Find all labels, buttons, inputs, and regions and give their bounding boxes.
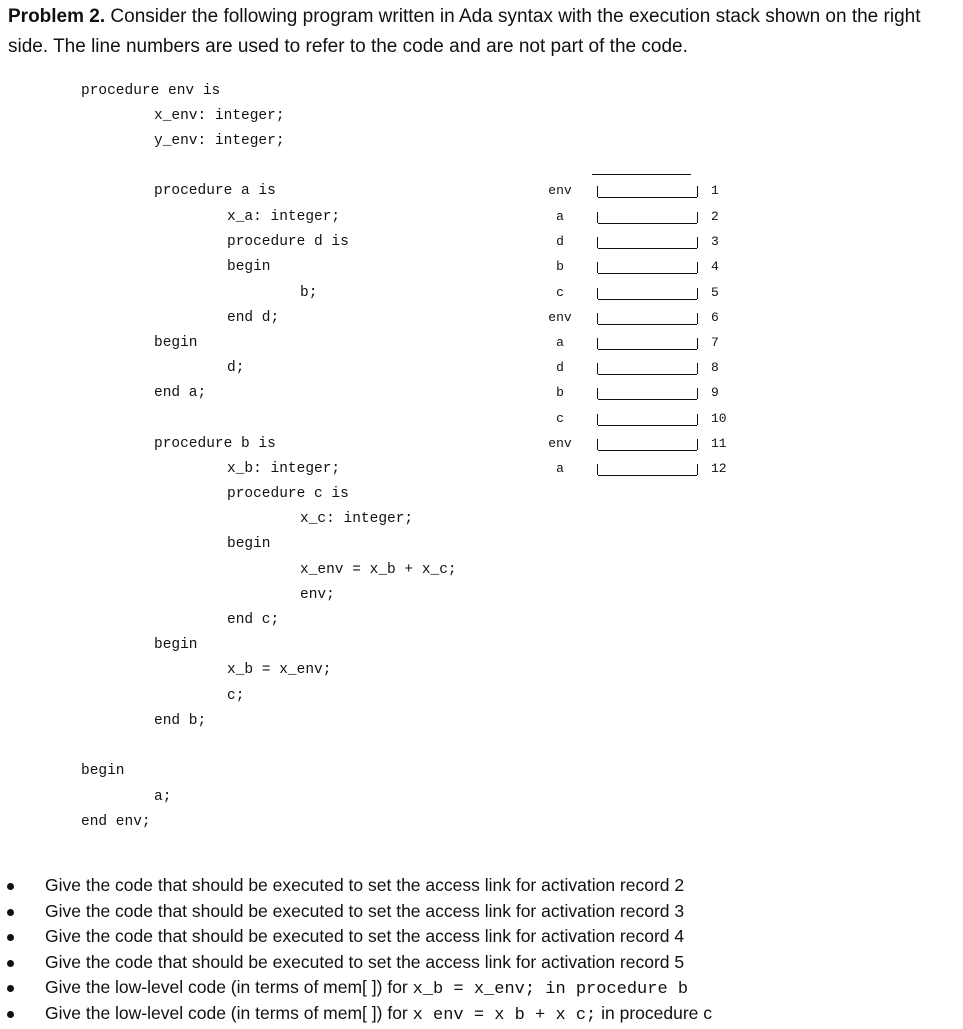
question-item	[0, 1001, 963, 1027]
code-line: begin	[154, 637, 198, 653]
stack-record-number: 10	[711, 411, 727, 426]
bullet-dot-icon	[7, 883, 14, 890]
code-line: procedure b is	[154, 436, 276, 452]
stack-record-number: 6	[711, 310, 719, 325]
stack-left-bar	[597, 212, 598, 223]
code-line: y_env: integer;	[154, 133, 285, 149]
code-line: begin	[227, 259, 271, 275]
code-line: x_b = x_env;	[227, 662, 332, 678]
stack-record-label: env	[548, 183, 572, 198]
question-item	[0, 950, 963, 976]
stack-right-bar	[697, 288, 698, 299]
code-line: env;	[300, 587, 335, 603]
stack-record-line	[598, 374, 697, 375]
problem-number: Problem 2.	[8, 6, 106, 27]
stack-right-bar	[697, 439, 698, 450]
question-code: x env = x b + x c;	[412, 1005, 597, 1025]
code-line: procedure d is	[227, 234, 349, 250]
code-line: end a;	[154, 385, 207, 401]
problem-text: Consider the following program written in Ada syntax with the execution stack shown on the right side. The line numbers are used to refer to the code and are not part of the code.	[8, 6, 921, 57]
stack-record-line	[598, 324, 697, 325]
stack-left-bar	[597, 262, 598, 273]
code-line: x_env = x_b + x_c;	[300, 562, 457, 578]
stack-record-line	[598, 425, 697, 426]
code-line: procedure a is	[154, 183, 276, 199]
code-line: x_env: integer;	[154, 108, 285, 124]
stack-record-number: 7	[711, 335, 719, 350]
question-text-suffix: in procedure c	[596, 1002, 713, 1023]
question-item	[0, 924, 963, 950]
stack-right-bar	[697, 313, 698, 324]
stack-left-bar	[597, 338, 598, 349]
question-text: Give the code that should be executed to set the access link for activation record 4	[45, 926, 685, 947]
stack-record-line	[598, 197, 697, 198]
code-line: begin	[227, 536, 271, 552]
code-line: end d;	[227, 310, 280, 326]
stack-left-bar	[597, 313, 598, 324]
stack-record-number: 2	[711, 209, 719, 224]
code-line: b;	[300, 285, 318, 301]
stack-record-line	[598, 349, 697, 350]
question-text: Give the low-level code (in terms of mem[ ]) for	[45, 1002, 413, 1023]
stack-record-label: d	[556, 234, 564, 249]
stack-record-number: 1	[711, 183, 719, 198]
code-line: procedure env is	[81, 83, 221, 99]
stack-record-line	[598, 450, 697, 451]
stack-right-bar	[697, 388, 698, 399]
code-line: procedure c is	[227, 486, 349, 502]
code-line: end env;	[81, 814, 151, 830]
code-line: x_c: integer;	[300, 511, 414, 527]
question-item	[0, 873, 963, 899]
code-line: begin	[154, 335, 198, 351]
stack-record-line	[598, 299, 697, 300]
stack-record-number: 5	[711, 285, 719, 300]
stack-record-label: env	[548, 310, 572, 325]
problem-statement	[8, 2, 958, 62]
stack-record-label: env	[548, 436, 572, 451]
code-line: d;	[227, 360, 245, 376]
stack-record-number: 4	[711, 259, 719, 274]
stack-top-line	[592, 174, 691, 175]
bullet-dot-icon	[7, 960, 14, 967]
stack-left-bar	[597, 464, 598, 475]
code-line: end c;	[227, 612, 280, 628]
stack-record-number: 3	[711, 234, 719, 249]
stack-record-label: b	[556, 385, 564, 400]
question-item	[0, 899, 963, 925]
stack-record-line	[598, 248, 697, 249]
code-line: x_b: integer;	[227, 461, 341, 477]
stack-record-label: a	[556, 335, 564, 350]
stack-left-bar	[597, 388, 598, 399]
stack-record-label: d	[556, 360, 564, 375]
stack-right-bar	[697, 363, 698, 374]
stack-right-bar	[697, 262, 698, 273]
bullet-dot-icon	[7, 909, 14, 916]
stack-right-bar	[697, 464, 698, 475]
stack-record-label: c	[556, 411, 564, 426]
stack-left-bar	[597, 288, 598, 299]
stack-record-number: 11	[711, 436, 727, 451]
stack-right-bar	[697, 237, 698, 248]
stack-record-line	[598, 399, 697, 400]
stack-right-bar	[697, 338, 698, 349]
stack-left-bar	[597, 186, 598, 197]
stack-record-line	[598, 223, 697, 224]
stack-left-bar	[597, 414, 598, 425]
stack-left-bar	[597, 237, 598, 248]
question-code: x_b = x_env; in procedure b	[412, 980, 689, 1000]
code-line: c;	[227, 688, 245, 704]
question-text: Give the code that should be executed to set the access link for activation record 2	[45, 875, 685, 895]
question-text: Give the code that should be executed to set the access link for activation record 5	[45, 951, 685, 972]
stack-right-bar	[697, 212, 698, 223]
code-line: a;	[154, 789, 172, 805]
stack-record-number: 12	[711, 461, 727, 476]
stack-record-label: c	[556, 285, 564, 300]
stack-record-line	[598, 273, 697, 274]
stack-record-label: b	[556, 259, 564, 274]
stack-right-bar	[697, 186, 698, 197]
stack-record-number: 8	[711, 360, 719, 375]
stack-record-number: 9	[711, 385, 719, 400]
bullet-dot-icon	[7, 1011, 14, 1018]
question-list	[0, 873, 963, 1027]
code-line: end b;	[154, 713, 207, 729]
question-item	[0, 975, 963, 1001]
code-line: begin	[81, 763, 125, 779]
stack-record-line	[598, 475, 697, 476]
question-text: Give the code that should be executed to set the access link for activation record 3	[45, 900, 685, 921]
stack-record-label: a	[556, 461, 564, 476]
bullet-dot-icon	[7, 934, 14, 941]
stack-left-bar	[597, 439, 598, 450]
question-text: Give the low-level code (in terms of mem[ ]) for	[45, 977, 413, 998]
stack-left-bar	[597, 363, 598, 374]
bullet-dot-icon	[7, 985, 14, 992]
code-line: x_a: integer;	[227, 209, 341, 225]
stack-record-label: a	[556, 209, 564, 224]
stack-right-bar	[697, 414, 698, 425]
